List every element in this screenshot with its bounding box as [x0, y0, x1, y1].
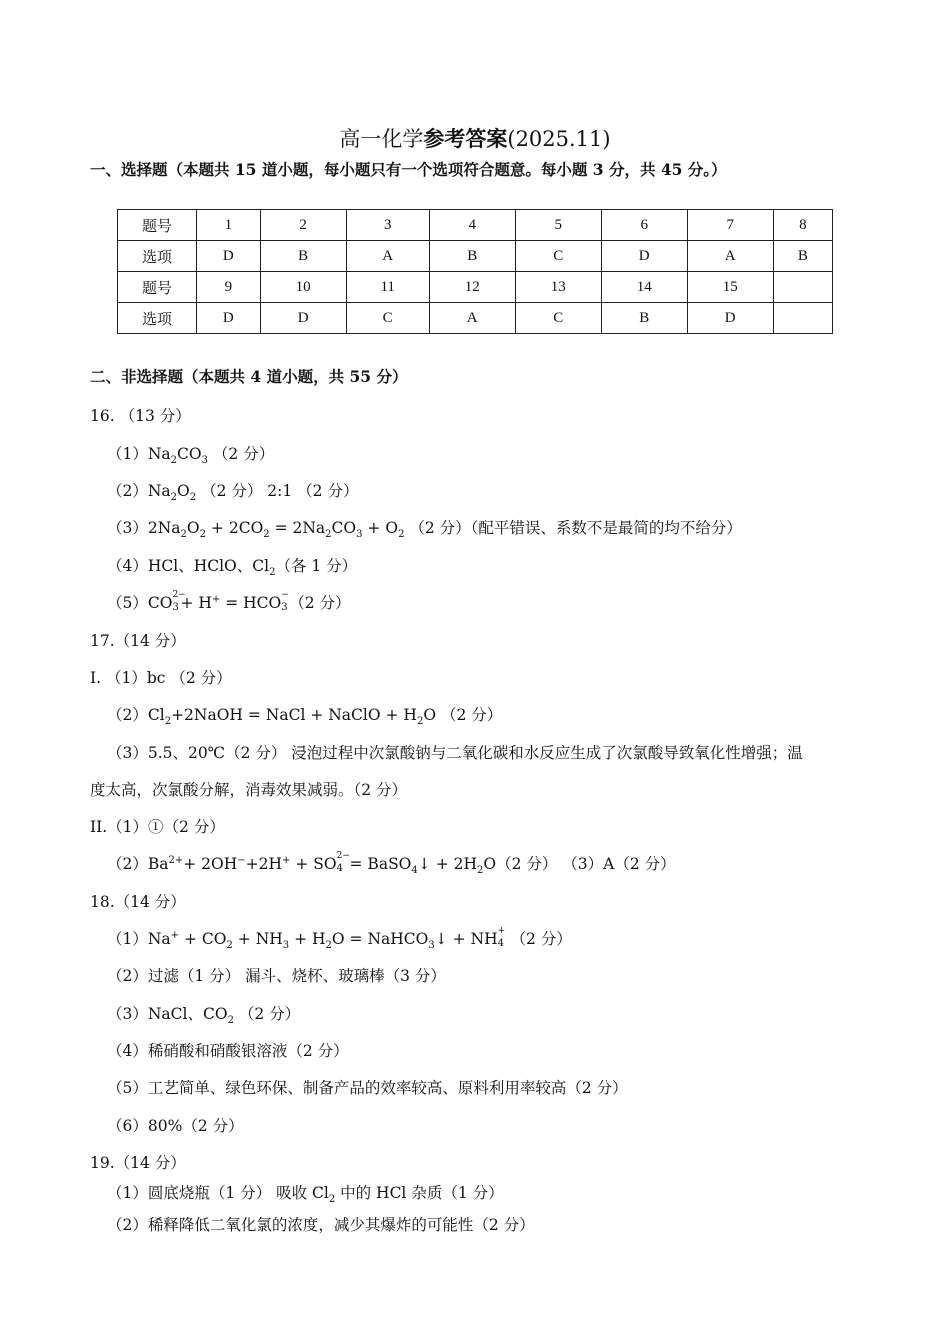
table-cell: D [197, 241, 261, 272]
text-seg: + CO [179, 930, 227, 948]
table-cell: D [601, 241, 687, 272]
ion-sub: 4 [497, 938, 504, 949]
q17-i-part2 [107, 703, 503, 728]
title-date: (2025.11) [507, 127, 611, 151]
q16-part1 [107, 442, 275, 467]
q19-part2: （2）稀释降低二氧化氯的浓度，减少其爆炸的可能性（2 分） [107, 1216, 535, 1234]
q16-part3 [107, 516, 742, 541]
text-seg: （5）CO [107, 594, 173, 612]
table-cell: B [429, 241, 515, 272]
text-seg: O [177, 482, 190, 500]
table-cell: C [515, 241, 601, 272]
q17-heading: 17.（14 分） [90, 632, 186, 650]
section1-heading: 一、选择题（本题共 15 道小题，每小题只有一个选项符合题意。每小题 3 分，共 45 分。） [90, 160, 727, 179]
table-cell: A [429, 303, 515, 334]
table-cell: 11 [346, 272, 429, 303]
q16-part4 [107, 554, 358, 579]
table-cell: 1 [197, 210, 261, 241]
q17-ii-part2 [107, 851, 676, 877]
subscript: 2 [170, 455, 178, 467]
text-seg: + O [362, 519, 399, 537]
q16-part2 [107, 479, 359, 504]
ion-sub: 3 [281, 602, 288, 613]
table-cell: B [773, 241, 832, 272]
text-seg: O （2 分） [423, 706, 503, 724]
q19-part1 [107, 1181, 504, 1206]
table-cell: 8 [773, 210, 832, 241]
subscript: 2 [325, 940, 332, 952]
q19-heading: 19.（14 分） [90, 1154, 186, 1172]
superscript: − [237, 854, 246, 866]
table-cell: D [197, 303, 261, 334]
text-seg: （2 分） 2:1 （2 分） [196, 482, 359, 500]
text-seg: （4）HCl、HClO、Cl [107, 557, 270, 575]
superscript: + [282, 854, 291, 866]
table-cell: 4 [429, 210, 515, 241]
title-bold: 参考答案 [423, 126, 508, 151]
text-seg: = BaSO [344, 855, 412, 873]
q17-i-part3-line1: （3）5.5、20℃（2 分） 浸泡过程中次氯酸钠与二氧化碳和水反应生成了次氯酸导致氧化性增强；温 [107, 744, 803, 762]
ion-sup: − [281, 590, 289, 600]
section2-heading: 二、非选择题（本题共 4 道小题，共 55 分） [90, 367, 408, 386]
text-seg: 中的 HCl 杂质（1 分） [335, 1184, 504, 1202]
subscript: 2 [199, 529, 206, 541]
text-seg: + H [180, 594, 212, 612]
title-text: 高一化学 [339, 127, 424, 151]
subscript: 3 [356, 529, 363, 541]
q18-heading: 18.（14 分） [90, 893, 186, 911]
subscript: 2 [328, 1194, 336, 1206]
text-seg: + NH [232, 930, 283, 948]
subscript: 2 [269, 567, 276, 579]
ion-sub: 4 [336, 863, 343, 874]
subscript: 2 [227, 1015, 234, 1027]
table-cell: 12 [429, 272, 515, 303]
text-seg: + 2OH [183, 855, 238, 873]
text-seg: + 2CO [206, 519, 264, 537]
q17-i-part1: I. （1）bc （2 分） [90, 669, 232, 687]
table-row [118, 303, 833, 334]
table-cell: D [687, 303, 773, 334]
row-label: 选项 [118, 241, 197, 272]
table-cell: B [260, 241, 346, 272]
ion-sup: 2− [172, 590, 186, 600]
subscript: 2 [398, 529, 405, 541]
subscript: 4 [411, 865, 418, 877]
ion-charge [336, 851, 350, 874]
subscript: 2 [226, 940, 233, 952]
text-seg: O [186, 519, 200, 537]
text-seg: O（2 分） （3）A（2 分） [483, 855, 676, 873]
ion-sub: 3 [172, 602, 179, 613]
text-seg: （2）Na [107, 482, 171, 500]
text-seg: （2 分） [505, 930, 572, 948]
table-row [118, 272, 833, 303]
superscript: + [170, 929, 180, 941]
text-seg: + SO [290, 855, 337, 873]
text-seg: +2H [245, 855, 283, 873]
ion-sup: + [497, 926, 506, 936]
q17-ii-part1: II.（1）①（2 分） [90, 818, 225, 836]
text-seg: O = NaHCO [331, 930, 429, 948]
text-seg: （3）NaCl、CO [107, 1005, 228, 1023]
table-cell: 2 [260, 210, 346, 241]
superscript: + [211, 593, 221, 605]
text-seg: +2NaOH = NaCl + NaClO + H [171, 706, 417, 724]
table-cell: C [515, 303, 601, 334]
text-seg: = HCO [220, 594, 282, 612]
text-seg: （2 分） [289, 594, 351, 612]
table-cell: 6 [601, 210, 687, 241]
subscript: 3 [428, 940, 435, 952]
text-seg: （3）2Na [107, 519, 181, 537]
q18-part6: （6）80%（2 分） [107, 1117, 244, 1135]
q18-part5: （5）工艺简单、绿色环保、制备产品的效率较高、原料利用率较高（2 分） [107, 1079, 628, 1097]
table-row [118, 210, 833, 241]
table-cell [773, 272, 832, 303]
subscript: 3 [201, 455, 208, 467]
row-label: 选项 [118, 303, 197, 334]
text-seg: （1）Na [107, 445, 171, 463]
text-seg: （2 分） [208, 445, 275, 463]
text-seg: ↓ + 2H [417, 855, 477, 873]
table-cell: 5 [515, 210, 601, 241]
text-seg: （1）圆底烧瓶（1 分） 吸收 Cl [107, 1184, 329, 1202]
text-seg: CO [177, 445, 202, 463]
q18-part4: （4）稀硝酸和硝酸银溶液（2 分） [107, 1042, 349, 1060]
text-seg: （2 分）（配平错误、系数不是最简的均不给分） [404, 519, 742, 537]
text-seg: = 2Na [269, 519, 326, 537]
q16-heading: 16. （13 分） [90, 407, 191, 425]
table-cell: A [687, 241, 773, 272]
text-seg: CO [331, 519, 357, 537]
subscript: 2 [164, 716, 172, 728]
table-cell: C [346, 303, 429, 334]
text-seg: （2）Cl [107, 706, 165, 724]
text-seg: ↓ + NH [434, 930, 498, 948]
row-label: 题号 [118, 210, 197, 241]
answer-table [117, 209, 833, 334]
table-cell: 10 [260, 272, 346, 303]
table-cell: 7 [687, 210, 773, 241]
text-seg: （2 分） [233, 1005, 301, 1023]
ion-charge [497, 926, 506, 949]
table-cell: 9 [197, 272, 261, 303]
table-cell [773, 303, 832, 334]
table-cell: 3 [346, 210, 429, 241]
superscript: 2+ [168, 854, 184, 866]
q18-part1 [107, 926, 572, 952]
table-cell: D [260, 303, 346, 334]
row-label: 题号 [118, 272, 197, 303]
subscript: 2 [263, 529, 270, 541]
text-seg: （各 1 分） [275, 557, 358, 575]
table-cell: 13 [515, 272, 601, 303]
subscript: 2 [170, 492, 178, 504]
subscript: 2 [325, 529, 332, 541]
ion-sup: 2− [336, 851, 350, 861]
q18-part2: （2）过滤（1 分） 漏斗、烧杯、玻璃棒（3 分） [107, 967, 446, 985]
table-cell: 15 [687, 272, 773, 303]
subscript: 2 [180, 529, 187, 541]
q18-part3 [107, 1002, 301, 1027]
text-seg: （1）Na [107, 930, 171, 948]
subscript: 2 [189, 492, 197, 504]
table-cell: 14 [601, 272, 687, 303]
table-cell: A [346, 241, 429, 272]
table-row [118, 241, 833, 272]
text-seg: （2）Ba [107, 855, 169, 873]
ion-charge [172, 590, 186, 613]
q17-i-part3-line2: 度太高，次氯酸分解，消毒效果减弱。（2 分） [90, 781, 408, 799]
subscript: 2 [416, 716, 424, 728]
subscript: 3 [282, 940, 290, 952]
ion-charge [281, 590, 289, 613]
q16-part5 [107, 591, 351, 613]
subscript: 2 [477, 865, 484, 877]
table-cell: B [601, 303, 687, 334]
text-seg: + H [289, 930, 326, 948]
page-title [0, 123, 950, 153]
